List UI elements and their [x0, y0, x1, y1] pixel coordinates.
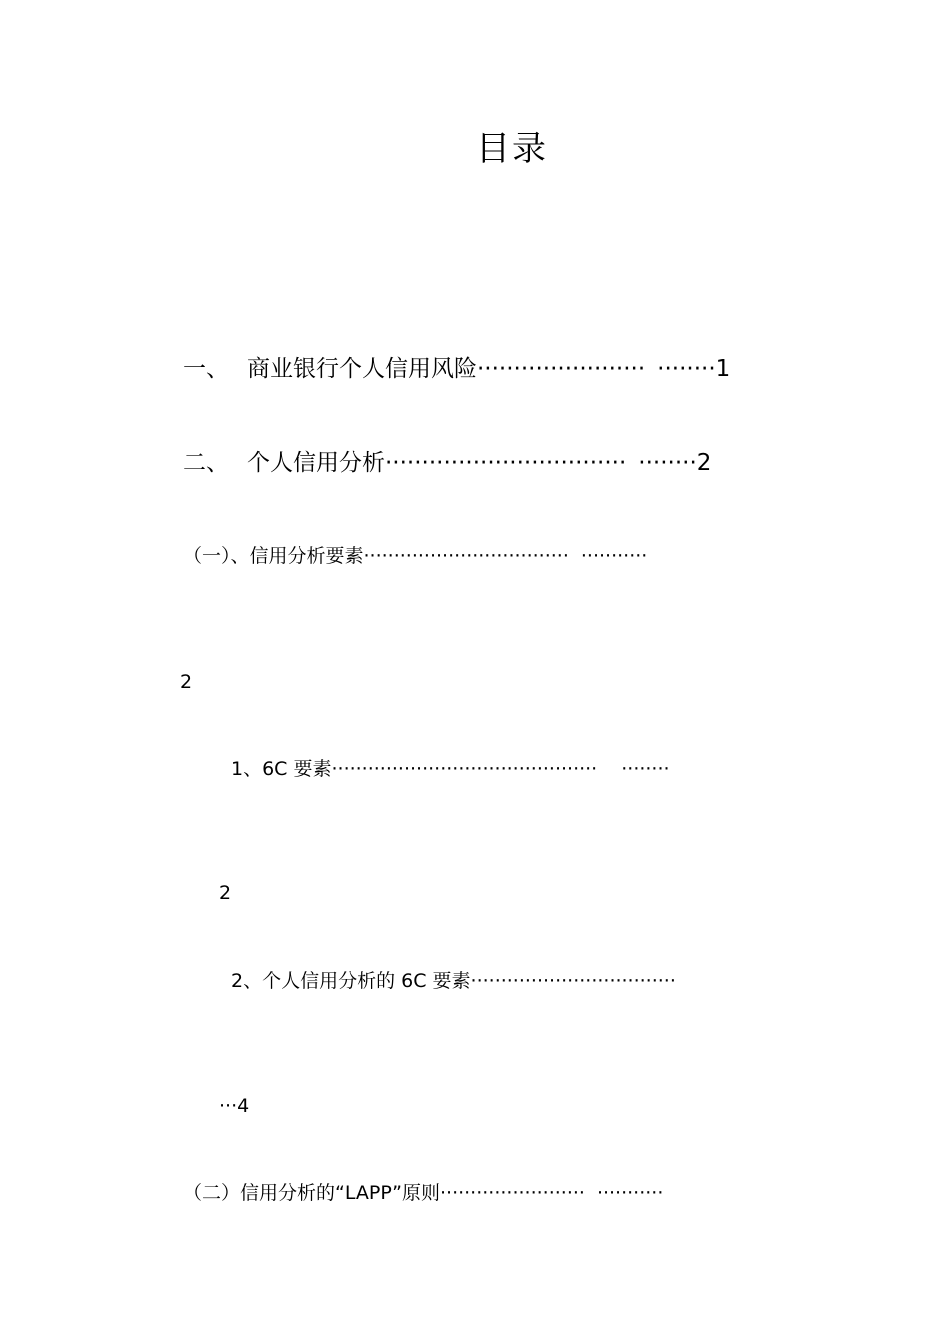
toc-entry-1-page: 1 [715, 356, 731, 382]
toc-entry-6-leaders-tail: ··········· [596, 1182, 664, 1204]
toc-entry-2-leaders-tail: ········ [638, 450, 697, 476]
toc-entry-6[interactable] [183, 1184, 663, 1203]
toc-entry-3-page: 2 [180, 671, 193, 693]
toc-entry-4[interactable] [231, 760, 670, 779]
toc-entry-4-page: 2 [219, 882, 232, 904]
toc-entry-1-leaders: ······················· [477, 356, 646, 382]
toc-entry-3-leaders-tail: ··········· [580, 545, 648, 567]
toc-entry-3-label: （一）、信用分析要素 [183, 545, 364, 567]
toc-entry-1-label: 商业银行个人信用风险 [247, 356, 477, 382]
toc-entry-5-continuation [219, 1097, 249, 1116]
toc-entry-4-leaders-tail: ········ [621, 758, 670, 780]
toc-entry-2-number: 二、 [183, 450, 229, 476]
toc-entry-2-leaders: ································· [385, 450, 627, 476]
toc-entry-4-leaders: ············································ [331, 758, 598, 780]
toc-entry-5-page: 4 [237, 1095, 250, 1117]
toc-entry-3[interactable] [183, 547, 647, 566]
toc-entry-4-label: 1、6C 要素 [231, 758, 332, 780]
toc-entry-5-leaders-tail: ··· [219, 1095, 238, 1117]
toc-entry-6-leaders: ························ [439, 1182, 585, 1204]
toc-entry-5[interactable] [231, 972, 676, 991]
toc-entry-5-leaders: ·································· [470, 970, 676, 992]
toc-entry-2-page: 2 [696, 450, 712, 476]
toc-entry-2[interactable] [183, 452, 711, 475]
toc-entry-5-label: 2、个人信用分析的 6C 要素 [231, 970, 471, 992]
toc-entry-1[interactable] [183, 358, 730, 381]
toc-entry-3-leaders: ·································· [363, 545, 569, 567]
toc-entry-1-leaders-tail: ········ [657, 356, 716, 382]
toc-entry-1-number: 一、 [183, 356, 229, 382]
toc-entry-6-label: （二）信用分析的“LAPP”原则 [183, 1182, 440, 1204]
toc-entry-2-label: 个人信用分析 [247, 450, 385, 476]
toc-title: 目录 [476, 129, 548, 169]
